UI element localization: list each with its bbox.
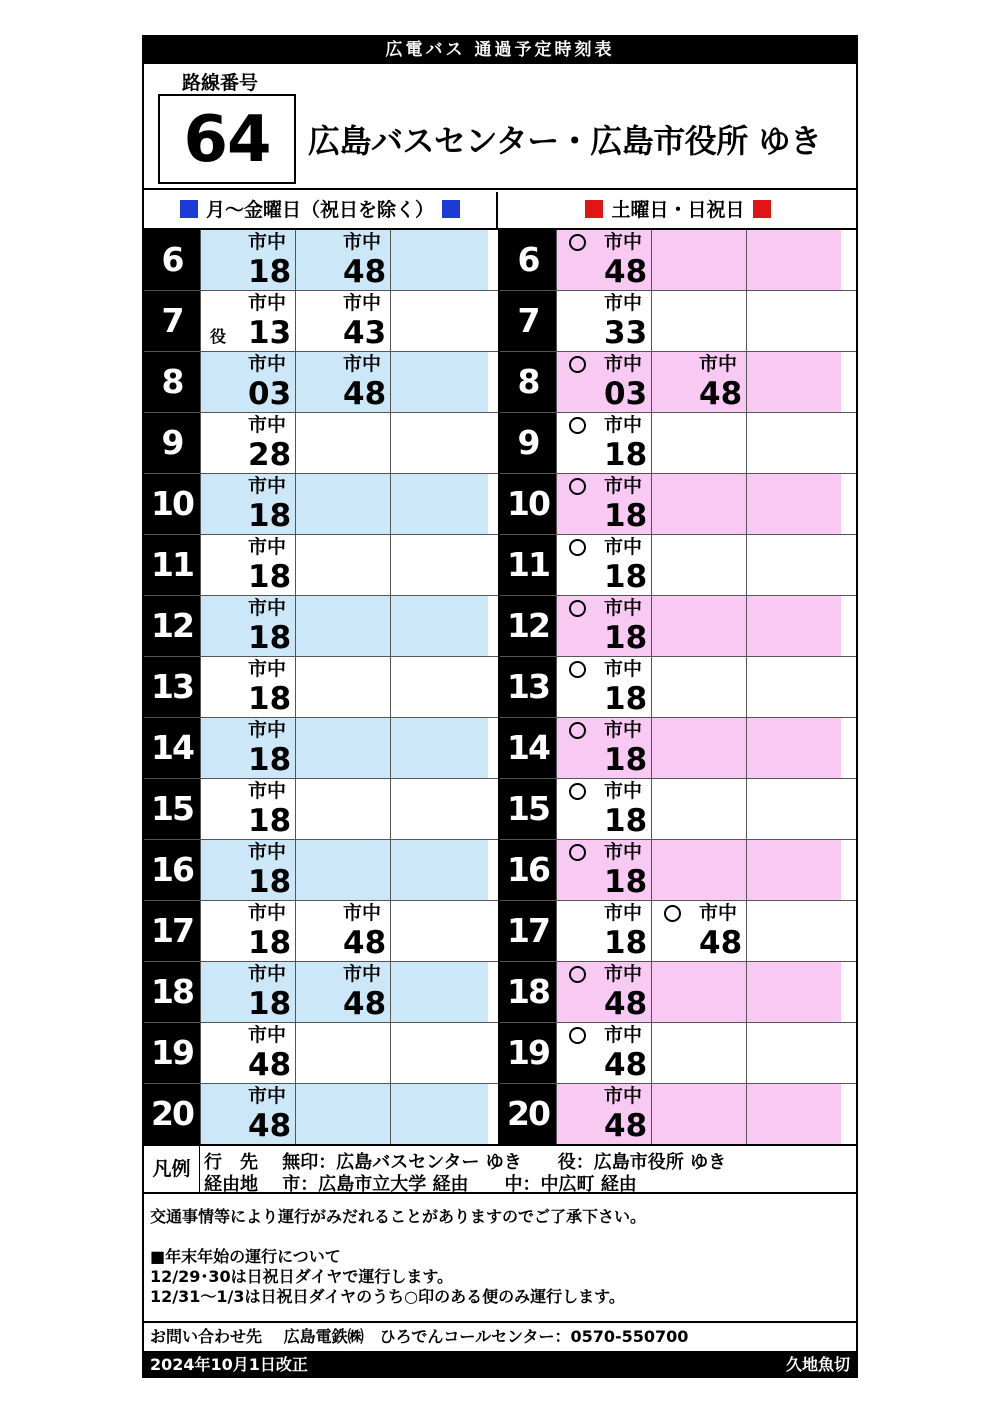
via-code: 市中	[604, 780, 643, 802]
red-square-icon	[585, 200, 603, 218]
weekday-hour-label: 10	[144, 474, 200, 534]
departure-minute: 48	[604, 1047, 648, 1083]
weekday-minute-cell	[295, 718, 390, 778]
holiday-minute-cell	[746, 596, 841, 656]
departure-minute: 48	[699, 376, 743, 412]
departure-minute: 18	[248, 986, 292, 1022]
weekday-departure	[295, 901, 390, 961]
weekday-minute-cell	[390, 1084, 488, 1144]
blue-square-icon	[180, 200, 198, 218]
year-end-line-1: 12/29･30は日祝日ダイヤで運行します。	[150, 1267, 454, 1286]
holiday-hour-label: 10	[500, 474, 556, 534]
holiday-departure	[556, 962, 651, 1022]
departure-minute: 18	[248, 498, 292, 534]
departure-minute: 03	[248, 376, 292, 412]
table-row	[144, 474, 856, 535]
circle-mark-icon	[569, 966, 586, 983]
departure-minute: 48	[343, 254, 387, 290]
departure-minute: 18	[604, 925, 648, 961]
revision-date: 2024年10月1日改正	[150, 1355, 308, 1374]
circle-mark-icon	[569, 661, 586, 678]
departure-minute: 48	[604, 986, 648, 1022]
table-row	[144, 1023, 856, 1084]
weekday-minute-cell	[295, 657, 390, 717]
weekday-minute-cell	[390, 657, 488, 717]
holiday-header	[500, 192, 856, 228]
weekday-departure	[200, 352, 295, 412]
via-code: 市中	[343, 963, 382, 985]
holiday-departure	[556, 596, 651, 656]
destination-title: 広島バスセンター・広島市役所 ゆき	[308, 122, 822, 160]
departure-minute: 43	[343, 315, 387, 351]
weekday-departure	[200, 596, 295, 656]
weekday-minute-cell	[390, 535, 488, 595]
holiday-departure	[556, 1023, 651, 1083]
via-code: 市中	[604, 719, 643, 741]
via-code: 市中	[604, 597, 643, 619]
holiday-hour-label: 20	[500, 1084, 556, 1144]
holiday-hour-label: 19	[500, 1023, 556, 1083]
circle-mark-icon	[569, 478, 586, 495]
holiday-minute-cell	[651, 535, 746, 595]
via-code: 市中	[604, 536, 643, 558]
departure-minute: 18	[604, 803, 648, 839]
holiday-minute-cell	[746, 230, 841, 290]
circle-mark-icon	[664, 905, 681, 922]
year-end-line-2: 12/31～1/3は日祝日ダイヤのうち○印のある便のみ運行します。	[150, 1287, 625, 1306]
holiday-departure	[556, 535, 651, 595]
via-code: 市中	[248, 414, 287, 436]
holiday-hour-label: 11	[500, 535, 556, 595]
via-code: 市中	[699, 902, 738, 924]
via-code: 市中	[604, 414, 643, 436]
departure-minute: 18	[248, 254, 292, 290]
weekday-departure	[295, 230, 390, 290]
weekday-minute-cell	[390, 291, 488, 351]
weekday-departure	[200, 718, 295, 778]
via-code: 市中	[248, 780, 287, 802]
destination-mark: 役	[210, 327, 227, 346]
holiday-departure	[556, 779, 651, 839]
holiday-minute-cell	[746, 535, 841, 595]
via-code: 市中	[699, 353, 738, 375]
weekday-minute-cell	[295, 1084, 390, 1144]
holiday-hour-label: 6	[500, 230, 556, 290]
traffic-notice: 交通事情等により運行がみだれることがありますのでご了承下さい。	[150, 1207, 647, 1226]
holiday-departure	[556, 718, 651, 778]
weekday-minute-cell	[390, 413, 488, 473]
holiday-minute-cell	[651, 291, 746, 351]
table-row	[144, 1084, 856, 1145]
via-code: 市中	[248, 1085, 287, 1107]
departure-minute: 18	[248, 742, 292, 778]
legend-destination-line: 行 先 無印：広島バスセンター ゆき 役：広島市役所 ゆき	[204, 1152, 727, 1173]
circle-mark-icon	[569, 234, 586, 251]
weekday-minute-cell	[390, 718, 488, 778]
via-code: 市中	[248, 353, 287, 375]
via-code: 市中	[604, 475, 643, 497]
weekday-departure	[200, 840, 295, 900]
table-row	[144, 779, 856, 840]
circle-mark-icon	[569, 600, 586, 617]
holiday-hour-label: 18	[500, 962, 556, 1022]
timetable-grid	[144, 228, 856, 1143]
weekday-departure	[200, 413, 295, 473]
table-row	[144, 840, 856, 901]
weekday-minute-cell	[390, 596, 488, 656]
holiday-minute-cell	[746, 840, 841, 900]
weekday-minute-cell	[390, 962, 488, 1022]
weekday-header	[144, 192, 498, 228]
holiday-minute-cell	[651, 596, 746, 656]
via-code: 市中	[248, 292, 287, 314]
holiday-minute-cell	[651, 1084, 746, 1144]
holiday-hour-label: 13	[500, 657, 556, 717]
weekday-departure	[200, 901, 295, 961]
departure-minute: 18	[604, 864, 648, 900]
via-code: 市中	[604, 1024, 643, 1046]
weekday-minute-cell	[295, 474, 390, 534]
legend-title: 凡例	[144, 1146, 200, 1192]
holiday-minute-cell	[651, 657, 746, 717]
via-code: 市中	[343, 902, 382, 924]
departure-minute: 28	[248, 437, 292, 473]
stop-name: 久地魚切	[785, 1355, 850, 1374]
weekday-hour-label: 20	[144, 1084, 200, 1144]
departure-minute: 18	[248, 559, 292, 595]
weekday-departure	[200, 1023, 295, 1083]
weekday-departure	[200, 474, 295, 534]
holiday-hour-label: 17	[500, 901, 556, 961]
holiday-minute-cell	[651, 718, 746, 778]
holiday-hour-label: 7	[500, 291, 556, 351]
weekday-hour-label: 13	[144, 657, 200, 717]
holiday-departure	[556, 657, 651, 717]
holiday-minute-cell	[746, 901, 841, 961]
departure-minute: 18	[604, 559, 648, 595]
weekday-hour-label: 8	[144, 352, 200, 412]
title-bar: 広電バス 通過予定時刻表	[144, 37, 856, 64]
weekday-minute-cell	[390, 352, 488, 412]
holiday-departure	[556, 840, 651, 900]
route-number-label: 路線番号	[182, 72, 259, 94]
via-code: 市中	[248, 841, 287, 863]
weekday-departure	[200, 1084, 295, 1144]
holiday-departure	[556, 352, 651, 412]
holiday-minute-cell	[746, 1084, 841, 1144]
circle-mark-icon	[569, 539, 586, 556]
year-end-notice	[150, 1247, 625, 1307]
weekday-hour-label: 17	[144, 901, 200, 961]
table-row	[144, 901, 856, 962]
weekday-header-label: 月～金曜日（祝日を除く）	[205, 199, 434, 221]
holiday-minute-cell	[651, 230, 746, 290]
holiday-minute-cell	[651, 1023, 746, 1083]
holiday-departure	[556, 474, 651, 534]
departure-minute: 18	[248, 803, 292, 839]
holiday-departure	[651, 352, 746, 412]
via-code: 市中	[248, 658, 287, 680]
departure-minute: 18	[248, 864, 292, 900]
weekday-minute-cell	[295, 535, 390, 595]
circle-mark-icon	[569, 1027, 586, 1044]
table-row	[144, 413, 856, 474]
via-code: 市中	[248, 1024, 287, 1046]
weekday-hour-label: 11	[144, 535, 200, 595]
holiday-departure	[556, 230, 651, 290]
via-code: 市中	[248, 719, 287, 741]
via-code: 市中	[248, 902, 287, 924]
holiday-minute-cell	[746, 474, 841, 534]
circle-mark-icon	[569, 844, 586, 861]
weekday-hour-label: 12	[144, 596, 200, 656]
departure-minute: 18	[248, 681, 292, 717]
via-code: 市中	[604, 353, 643, 375]
via-code: 市中	[248, 475, 287, 497]
table-row	[144, 535, 856, 596]
weekday-hour-label: 14	[144, 718, 200, 778]
center-divider	[498, 230, 500, 1146]
holiday-minute-cell	[651, 840, 746, 900]
departure-minute: 18	[248, 620, 292, 656]
legend-route-line: 経由地 市：広島市立大学 経由 中：中広町 経由	[204, 1174, 637, 1195]
holiday-minute-cell	[651, 779, 746, 839]
holiday-hour-label: 12	[500, 596, 556, 656]
holiday-hour-label: 8	[500, 352, 556, 412]
via-code: 市中	[248, 231, 287, 253]
weekday-departure	[200, 291, 295, 351]
weekday-hour-label: 7	[144, 291, 200, 351]
contact-info: お問い合わせ先 広島電鉄㈱ ひろでんコールセンター：0570-550700	[144, 1321, 856, 1351]
weekday-minute-cell	[295, 596, 390, 656]
circle-mark-icon	[569, 417, 586, 434]
departure-minute: 48	[604, 1108, 648, 1144]
weekday-departure	[295, 352, 390, 412]
holiday-minute-cell	[746, 962, 841, 1022]
departure-minute: 03	[604, 376, 648, 412]
holiday-hour-label: 15	[500, 779, 556, 839]
weekday-hour-label: 18	[144, 962, 200, 1022]
holiday-departure	[556, 901, 651, 961]
weekday-hour-label: 6	[144, 230, 200, 290]
departure-minute: 48	[248, 1108, 292, 1144]
via-code: 市中	[604, 841, 643, 863]
red-square-icon	[753, 200, 771, 218]
departure-minute: 48	[343, 925, 387, 961]
holiday-minute-cell	[746, 657, 841, 717]
via-code: 市中	[604, 292, 643, 314]
holiday-minute-cell	[746, 718, 841, 778]
holiday-hour-label: 9	[500, 413, 556, 473]
via-code: 市中	[248, 963, 287, 985]
footer-bar	[144, 1351, 856, 1378]
via-code: 市中	[604, 658, 643, 680]
circle-mark-icon	[569, 722, 586, 739]
holiday-hour-label: 16	[500, 840, 556, 900]
legend	[144, 1144, 856, 1194]
weekday-departure	[200, 962, 295, 1022]
weekday-minute-cell	[295, 1023, 390, 1083]
departure-minute: 48	[343, 986, 387, 1022]
weekday-hour-label: 15	[144, 779, 200, 839]
weekday-hour-label: 9	[144, 413, 200, 473]
departure-minute: 18	[248, 925, 292, 961]
holiday-minute-cell	[651, 962, 746, 1022]
via-code: 市中	[248, 597, 287, 619]
departure-minute: 48	[699, 925, 743, 961]
weekday-minute-cell	[390, 779, 488, 839]
table-row	[144, 291, 856, 352]
via-code: 市中	[343, 353, 382, 375]
weekday-departure	[200, 657, 295, 717]
holiday-minute-cell	[651, 413, 746, 473]
weekday-departure	[200, 779, 295, 839]
weekday-minute-cell	[295, 413, 390, 473]
holiday-minute-cell	[746, 352, 841, 412]
circle-mark-icon	[569, 356, 586, 373]
departure-minute: 18	[604, 620, 648, 656]
departure-minute: 18	[604, 681, 648, 717]
holiday-minute-cell	[746, 1023, 841, 1083]
weekday-departure	[200, 230, 295, 290]
weekday-minute-cell	[390, 474, 488, 534]
departure-minute: 18	[604, 742, 648, 778]
departure-minute: 33	[604, 315, 648, 351]
departure-minute: 18	[604, 437, 648, 473]
via-code: 市中	[604, 1085, 643, 1107]
table-row	[144, 596, 856, 657]
route-number-box	[158, 94, 296, 184]
weekday-hour-label: 16	[144, 840, 200, 900]
timetable-sheet	[142, 35, 858, 1378]
table-row	[144, 352, 856, 413]
table-row	[144, 230, 856, 291]
holiday-hour-label: 14	[500, 718, 556, 778]
table-row	[144, 657, 856, 718]
weekday-minute-cell	[295, 840, 390, 900]
holiday-departure	[651, 901, 746, 961]
weekday-departure	[295, 962, 390, 1022]
table-row	[144, 718, 856, 779]
weekday-minute-cell	[390, 901, 488, 961]
via-code: 市中	[343, 231, 382, 253]
holiday-minute-cell	[651, 474, 746, 534]
holiday-header-label: 土曜日・日祝日	[611, 199, 745, 221]
route-number: 64	[183, 103, 271, 177]
holiday-departure	[556, 413, 651, 473]
departure-minute: 48	[343, 376, 387, 412]
via-code: 市中	[604, 231, 643, 253]
table-row	[144, 962, 856, 1023]
circle-mark-icon	[569, 783, 586, 800]
holiday-minute-cell	[746, 779, 841, 839]
holiday-departure	[556, 1084, 651, 1144]
weekday-minute-cell	[390, 840, 488, 900]
departure-minute: 18	[604, 498, 648, 534]
year-end-heading: ■年末年始の運行について	[150, 1247, 341, 1266]
holiday-minute-cell	[746, 413, 841, 473]
weekday-departure	[200, 535, 295, 595]
weekday-minute-cell	[390, 230, 488, 290]
holiday-departure	[556, 291, 651, 351]
via-code: 市中	[604, 963, 643, 985]
via-code: 市中	[343, 292, 382, 314]
via-code: 市中	[604, 902, 643, 924]
weekday-hour-label: 19	[144, 1023, 200, 1083]
weekday-minute-cell	[295, 779, 390, 839]
departure-minute: 48	[248, 1047, 292, 1083]
blue-square-icon	[442, 200, 460, 218]
departure-minute: 13	[248, 315, 292, 351]
via-code: 市中	[248, 536, 287, 558]
holiday-minute-cell	[746, 291, 841, 351]
weekday-departure	[295, 291, 390, 351]
route-header	[144, 64, 856, 190]
weekday-minute-cell	[390, 1023, 488, 1083]
departure-minute: 48	[604, 254, 648, 290]
